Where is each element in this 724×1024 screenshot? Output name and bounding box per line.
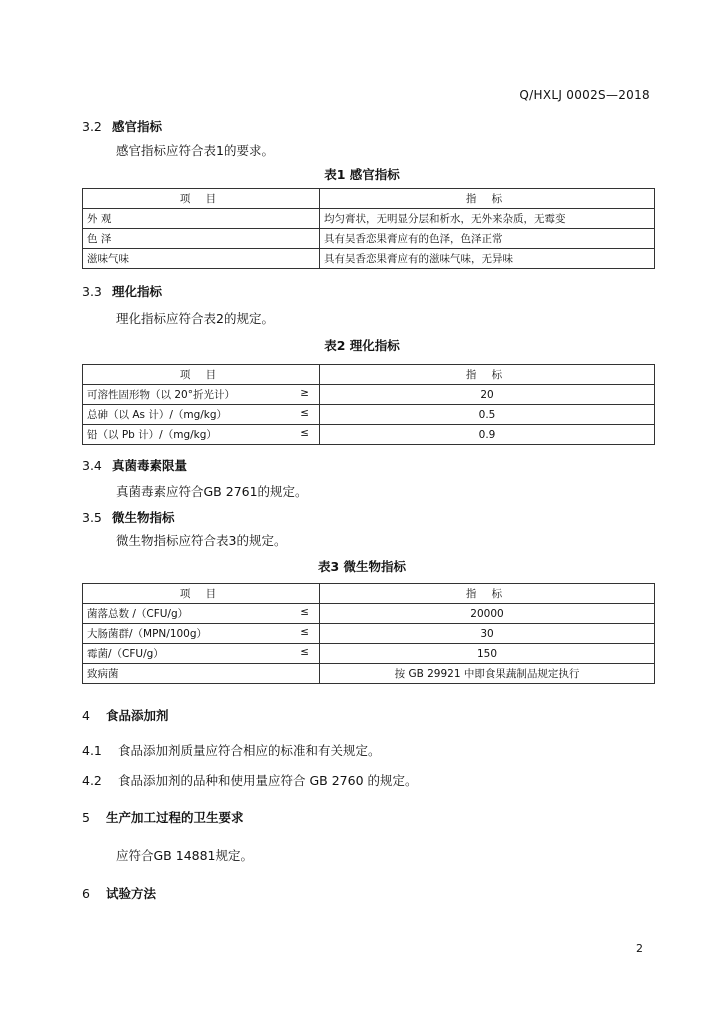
row-item: 滋味气味: [83, 249, 320, 269]
table-row: [83, 624, 655, 644]
table1-sensory: [82, 188, 655, 269]
table1-caption: 表1 感官指标: [324, 167, 400, 182]
table-header-row: [83, 365, 655, 385]
row-value: 20000: [320, 604, 655, 624]
header-indicator: 指 标: [320, 584, 655, 604]
row-value: 30: [320, 624, 655, 644]
section-number: 5: [82, 810, 90, 825]
row-value: 150: [320, 644, 655, 664]
comparison-operator: ≤: [300, 407, 309, 419]
section-number: 3.3: [82, 284, 102, 299]
comparison-operator: ≤: [300, 646, 309, 658]
section-title: 试验方法: [106, 886, 157, 901]
header-item: 项 目: [83, 365, 320, 385]
section-number: 4: [82, 708, 90, 723]
section-number: 3.2: [82, 119, 102, 134]
table-row: [83, 229, 655, 249]
section-number: 3.4: [82, 458, 102, 473]
section-title: 食品添加剂: [106, 708, 169, 723]
table3-microbial: [82, 583, 655, 684]
section-3-3-body: 理化指标应符合表2的规定。: [116, 311, 274, 326]
table3-caption: 表3 微生物指标: [317, 559, 407, 574]
section-number: 4.1: [82, 743, 102, 758]
table-row: [83, 405, 655, 425]
page-number: 2: [636, 942, 643, 955]
section-3-2-heading: [82, 117, 162, 135]
table-header-row: [83, 189, 655, 209]
row-indicator: 具有吴香恋果膏应有的滋味气味，无异味: [320, 249, 655, 269]
header-item: 项 目: [83, 189, 320, 209]
section-title: 理化指标: [112, 284, 163, 299]
section-title: 感官指标: [112, 119, 163, 134]
section-3-2-body: 感官指标应符合表1的要求。: [116, 143, 274, 158]
section-number: 3.5: [82, 510, 102, 525]
section-5-body: 应符合GB 14881规定。: [116, 848, 253, 863]
section-3-3-heading: [82, 282, 162, 300]
row-value: 0.9: [320, 425, 655, 445]
item-label: 总砷（以 As 计）/（mg/kg）: [87, 409, 228, 421]
comparison-operator: ≤: [300, 626, 309, 638]
item-label: 致病菌: [87, 668, 119, 680]
section-3-4-body: 真菌毒素应符合GB 2761的规定。: [116, 484, 308, 499]
comparison-operator: ≤: [300, 427, 309, 439]
header-item: 项 目: [83, 584, 320, 604]
section-title: 真菌毒素限量: [112, 458, 188, 473]
table-row: [83, 249, 655, 269]
row-item: [83, 624, 320, 644]
row-item: [83, 425, 320, 445]
table-row: [83, 664, 655, 684]
table-row: [83, 604, 655, 624]
row-item: 色 泽: [83, 229, 320, 249]
row-item: [83, 644, 320, 664]
row-item: 外 观: [83, 209, 320, 229]
table-row: [83, 644, 655, 664]
section-6-heading: [82, 884, 156, 902]
section-number: 6: [82, 886, 90, 901]
section-3-5-body: 微生物指标应符合表3的规定。: [116, 533, 287, 548]
table-row: [83, 425, 655, 445]
item-label: 铅（以 Pb 计）/（mg/kg）: [87, 429, 217, 441]
comparison-operator: ≥: [300, 387, 309, 399]
item-label: 可溶性固形物（以 20°折光计）: [87, 389, 235, 401]
section-title: 微生物指标: [112, 510, 175, 525]
table2-caption: 表2 理化指标: [324, 338, 400, 353]
section-3-4-heading: [82, 456, 187, 474]
row-item: [83, 405, 320, 425]
section-text: 食品添加剂质量应符合相应的标准和有关规定。: [118, 743, 381, 758]
section-title: 生产加工过程的卫生要求: [106, 810, 244, 825]
header-indicator: 指 标: [320, 189, 655, 209]
header-indicator: 指 标: [320, 365, 655, 385]
row-value: 20: [320, 385, 655, 405]
table-row: [83, 385, 655, 405]
row-value: 0.5: [320, 405, 655, 425]
row-item: [83, 385, 320, 405]
section-3-5-heading: [82, 508, 175, 526]
item-label: 大肠菌群/（MPN/100g）: [87, 628, 208, 640]
row-item: [83, 664, 320, 684]
standard-code: Q/HXLJ 0002S—2018: [519, 88, 650, 102]
section-4-2: [82, 771, 418, 789]
row-indicator: 均匀膏状，无明显分层和析水，无外来杂质，无霉变: [320, 209, 655, 229]
table2-physicochemical: [82, 364, 655, 445]
row-value: 按 GB 29921 中即食果蔬制品规定执行: [320, 664, 655, 684]
section-5-heading: [82, 808, 244, 826]
section-4-heading: [82, 706, 169, 724]
row-item: [83, 604, 320, 624]
comparison-operator: ≤: [300, 606, 309, 618]
section-4-1: [82, 741, 381, 759]
item-label: 霉菌/（CFU/g）: [87, 648, 164, 660]
table-row: [83, 209, 655, 229]
row-indicator: 具有吴香恋果膏应有的色泽，色泽正常: [320, 229, 655, 249]
table-header-row: [83, 584, 655, 604]
section-number: 4.2: [82, 773, 102, 788]
section-text: 食品添加剂的品种和使用量应符合 GB 2760 的规定。: [118, 773, 418, 788]
item-label: 菌落总数 /（CFU/g）: [87, 608, 189, 620]
